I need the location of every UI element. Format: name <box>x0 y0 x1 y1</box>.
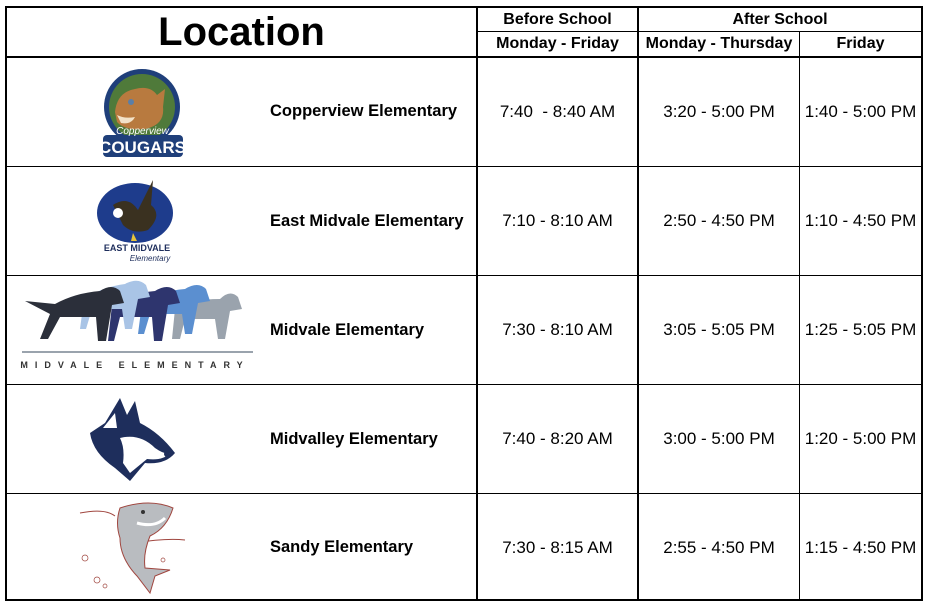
before-time: 7:10 - 8:10 AM <box>502 211 613 230</box>
before-days-header: Monday - Friday <box>496 35 619 52</box>
logo-caption: MIDVALE ELEMENTARY <box>20 360 250 370</box>
logo-caption: Elementary <box>129 253 171 263</box>
logo-caption: EAST MIDVALE <box>103 243 171 253</box>
after-mon-thu-time: 3:20 - 5:00 PM <box>663 101 775 121</box>
logo-caption: Copperview <box>116 125 169 137</box>
school-name: East Midvale Elementary <box>270 211 464 230</box>
school-name: Copperview Elementary <box>270 102 458 120</box>
logo-caption: COUGARS <box>99 138 186 157</box>
after-fri-time: 1:20 - 5:00 PM <box>804 429 917 448</box>
horses-logo-icon <box>20 279 255 357</box>
after-fri-header: Friday <box>836 35 885 52</box>
after-fri-time: 1:25 - 5:05 PM <box>804 320 917 339</box>
after-fri-time: 1:10 - 4:50 PM <box>804 211 917 230</box>
after-mon-thu-time: 2:50 - 4:50 PM <box>663 211 775 230</box>
after-mon-thu-time: 3:00 - 5:00 PM <box>663 429 775 448</box>
before-time: 7:40 - 8:20 AM <box>502 429 613 448</box>
eagle-logo-icon <box>93 175 178 250</box>
before-time: 7:30 - 8:10 AM <box>502 320 613 339</box>
location-header: Location <box>158 9 325 54</box>
school-name: Midvalley Elementary <box>270 429 438 448</box>
husky-logo-icon <box>85 393 180 488</box>
before-school-header: Before School <box>503 10 612 28</box>
school-name: Midvale Elementary <box>270 320 425 339</box>
school-name: Sandy Elementary <box>270 538 414 556</box>
after-school-header: After School <box>732 10 828 28</box>
after-mon-thu-time: 2:55 - 4:50 PM <box>663 537 775 557</box>
shark-logo-icon <box>75 498 190 596</box>
before-time: 7:30 - 8:15 AM <box>502 537 613 557</box>
after-mon-thu-time: 3:05 - 5:05 PM <box>663 320 775 339</box>
after-fri-time: 1:40 - 5:00 PM <box>804 101 917 121</box>
after-fri-time: 1:15 - 4:50 PM <box>804 537 917 557</box>
after-mon-thu-header: Monday - Thursday <box>645 35 793 52</box>
before-time: 7:40 - 8:40 AM <box>499 101 616 121</box>
